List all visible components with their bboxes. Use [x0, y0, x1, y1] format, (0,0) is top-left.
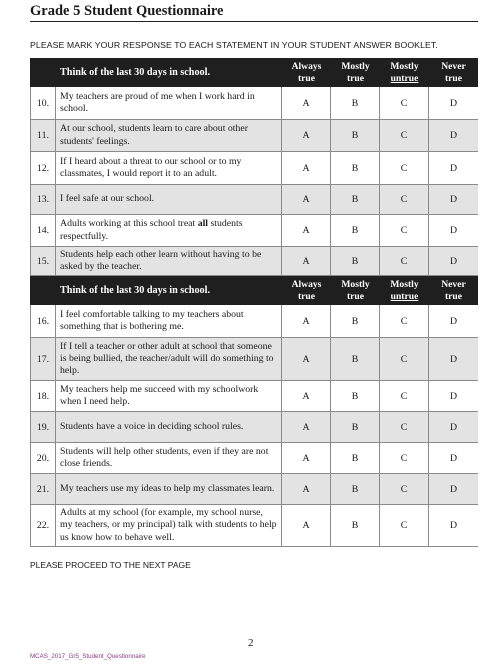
question-row	[30, 185, 478, 215]
option-a: A	[282, 305, 331, 337]
question-number: 18.	[30, 381, 56, 411]
question-text: Students will help other students, even if they are not close friends.	[56, 443, 282, 473]
question-number: 10.	[30, 87, 56, 119]
option-b: B	[331, 120, 380, 151]
option-d: D	[449, 97, 458, 109]
option-d: D	[429, 338, 478, 380]
question-number: 14.	[30, 215, 56, 246]
column-header-mostly-untrue: Mostly untrue	[390, 278, 419, 302]
question-text: If I tell a teacher or other adult at school that someone is being bullied, the teacher/adult will do something to help.	[56, 338, 282, 380]
option-c: C	[380, 381, 429, 411]
question-number: 13.	[30, 185, 56, 214]
option-a: A	[282, 120, 331, 151]
question-text: My teachers are proud of me when I work hard in school.	[56, 87, 282, 119]
option-c: C	[380, 305, 429, 337]
option-c: C	[380, 443, 429, 473]
question-row	[30, 305, 478, 338]
option-a: A	[282, 185, 331, 214]
option-c: C	[380, 474, 429, 504]
option-d: D	[449, 520, 458, 531]
column-header-mostly-untrue: Mostly untrue	[390, 60, 419, 84]
option-a: A	[282, 505, 331, 546]
option-d: D	[429, 474, 478, 504]
section-header	[30, 276, 478, 305]
footer-document-code: MCAS_2017_Gr5_Student_Questionnaire	[30, 653, 146, 660]
option-c: C	[380, 152, 429, 184]
question-number: 11.	[30, 120, 56, 151]
option-a: A	[282, 338, 331, 380]
questionnaire-table	[30, 58, 478, 547]
question-number: 12.	[30, 152, 56, 184]
option-c: C	[380, 505, 429, 546]
question-number: 20.	[30, 443, 56, 473]
column-header-mostly-true: Mostly true	[341, 278, 370, 302]
option-c: C	[380, 87, 429, 119]
question-row	[30, 412, 478, 443]
option-d: D	[429, 247, 478, 275]
proceed-instruction: PLEASE PROCEED TO THE NEXT PAGE	[30, 560, 191, 570]
option-b: B	[331, 338, 380, 380]
option-a: A	[282, 443, 331, 473]
option-d: D	[429, 412, 478, 442]
emphasis-word: all	[197, 218, 209, 230]
option-b: B	[331, 305, 380, 337]
column-header-never-true: Never true	[441, 60, 466, 84]
question-row	[30, 443, 478, 474]
question-text: Adults at my school (for example, my school nurse, my teachers, or my principal) talk with students to help us know how to behave well.	[56, 505, 282, 546]
option-d: D	[449, 452, 458, 464]
question-row	[30, 474, 478, 505]
question-text: Adults working at this school treat all students respectfully.	[56, 215, 282, 246]
option-b: B	[331, 443, 380, 473]
question-row	[30, 87, 478, 120]
question-number: 19.	[30, 412, 56, 442]
option-b: B	[331, 247, 380, 275]
option-b: B	[331, 87, 380, 119]
page-number: 2	[248, 637, 254, 649]
column-header-never-true: Never true	[441, 278, 466, 302]
question-number: 17.	[30, 338, 56, 380]
question-row	[30, 152, 478, 185]
option-a: A	[282, 215, 331, 246]
option-c: C	[380, 412, 429, 442]
option-c: C	[380, 120, 429, 151]
question-row	[30, 338, 478, 381]
question-text: I feel comfortable talking to my teachers about something that is bothering me.	[56, 305, 282, 337]
option-a: A	[282, 381, 331, 411]
option-d: D	[429, 185, 478, 214]
option-a: A	[282, 412, 331, 442]
option-b: B	[331, 185, 380, 214]
option-a: A	[282, 152, 331, 184]
option-a: A	[282, 87, 331, 119]
option-b: B	[331, 412, 380, 442]
section-prompt: Think of the last 30 days in school.	[60, 67, 211, 78]
option-b: B	[331, 215, 380, 246]
question-text: My teachers help me succeed with my schoolwork when I need help.	[56, 381, 282, 411]
option-b: B	[331, 381, 380, 411]
option-c: C	[380, 215, 429, 246]
question-number: 21.	[30, 474, 56, 504]
question-row	[30, 120, 478, 152]
question-row	[30, 505, 478, 547]
column-header-mostly-true: Mostly true	[341, 60, 370, 84]
question-number: 16.	[30, 305, 56, 337]
question-text: At our school, students learn to care about other students' feelings.	[56, 120, 282, 151]
question-text: I feel safe at our school.	[56, 185, 282, 214]
instruction-text: PLEASE MARK YOUR RESPONSE TO EACH STATEMENT IN YOUR STUDENT ANSWER BOOKLET.	[30, 40, 438, 50]
section-prompt: Think of the last 30 days in school.	[60, 285, 211, 296]
option-a: A	[282, 474, 331, 504]
option-c: C	[380, 247, 429, 275]
section-header	[30, 58, 478, 87]
question-number: 22.	[30, 505, 56, 546]
column-header-always-true: Always true	[291, 278, 322, 302]
question-row	[30, 247, 478, 276]
question-row	[30, 381, 478, 412]
option-d: D	[449, 315, 458, 327]
option-c: C	[380, 185, 429, 214]
page-title: Grade 5 Student Questionnaire	[30, 3, 224, 19]
title-divider	[30, 21, 478, 22]
option-c: C	[380, 338, 429, 380]
option-b: B	[331, 152, 380, 184]
option-b: B	[331, 474, 380, 504]
option-b: B	[331, 505, 380, 546]
question-number: 15.	[30, 247, 56, 275]
option-a: A	[282, 247, 331, 275]
option-d: D	[449, 225, 458, 236]
question-text: Students have a voice in deciding school rules.	[56, 412, 282, 442]
option-d: D	[449, 390, 458, 402]
column-header-always-true: Always true	[291, 60, 322, 84]
question-row	[30, 215, 478, 247]
option-d: D	[449, 162, 458, 174]
option-d: D	[429, 120, 478, 151]
question-text: My teachers use my ideas to help my classmates learn.	[56, 474, 282, 504]
question-text: Students help each other learn without having to be asked by the teacher.	[56, 247, 282, 275]
question-text: If I heard about a threat to our school or to my classmates, I would report it to an adult.	[56, 152, 282, 184]
